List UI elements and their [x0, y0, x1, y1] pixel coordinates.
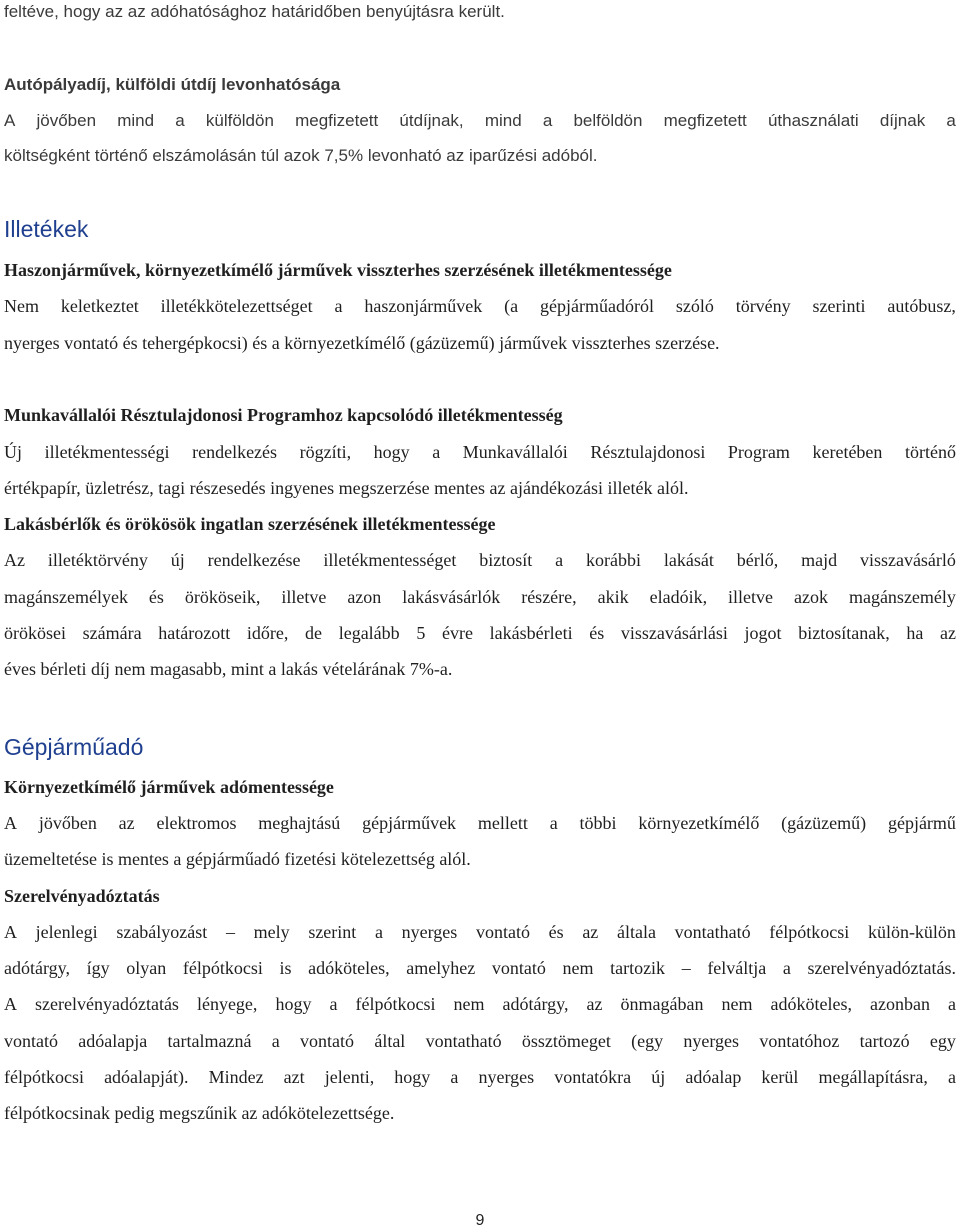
- illetekek-sub2-line-1: Új illetékmentességi rendelkezés rögzíti, hogy a Munkavállalói Résztulajdonosi Program keretében történő: [4, 442, 956, 462]
- gepjarmuado-heading: Gépjárműadó: [4, 734, 144, 760]
- gepjarmuado-sub2-line-4: vontató adóalapja tartalmazná a vontató által vontatható össztömeget (egy nyerges vontatóhoz tartozó egy: [4, 1031, 956, 1051]
- illetekek-sub1-heading: Haszonjárművek, környezetkímélő járművek visszterhes szerzésének illetékmentessége: [4, 260, 672, 280]
- gepjarmuado-sub2-heading: Szerelvényadóztatás: [4, 886, 160, 906]
- gepjarmuado-sub2-line-6: félpótkocsinak pedig megszűnik az adókötelezettsége.: [4, 1103, 395, 1123]
- autopalya-para-line-2: költségként történő elszámolásán túl azok 7,5% levonható az iparűzési adóból.: [4, 146, 598, 165]
- autopalya-para-line-1: A jövőben mind a külföldön megfizetett útdíjnak, mind a belföldön megfizetett úthasználati díjnak a: [4, 111, 956, 130]
- illetekek-sub2-line-2: értékpapír, üzletrész, tagi részesedés ingyenes megszerzése mentes az ajándékozási illeték alól.: [4, 478, 689, 498]
- illetekek-sub3-line-1: Az illetéktörvény új rendelkezése illetékmentességet biztosít a korábbi lakását bérlő, majd visszavásárló: [4, 550, 956, 570]
- gepjarmuado-sub2-line-1: A jelenlegi szabályozást – mely szerint a nyerges vontató és az általa vontatható félpótkocsi külön-külön: [4, 922, 956, 942]
- gepjarmuado-sub2-line-2: adótárgy, így olyan félpótkocsi is adóköteles, amelyhez vontató nem tartozik – felváltja a szerelvényadóztatás.: [4, 958, 956, 978]
- gepjarmuado-sub2-line-3: A szerelvényadóztatás lényege, hogy a félpótkocsi nem adótárgy, az önmagában nem adóköteles, azonban a: [4, 994, 956, 1014]
- autopalya-heading: Autópályadíj, külföldi útdíj levonhatósága: [4, 75, 341, 94]
- intro-text: feltéve, hogy az az adóhatósághoz határidőben benyújtásra került.: [4, 2, 505, 21]
- gepjarmuado-sub1-line-2: üzemeltetése is mentes a gépjárműadó fizetési kötelezettség alól.: [4, 849, 471, 869]
- gepjarmuado-sub1-heading: Környezetkímélő járművek adómentessége: [4, 777, 334, 797]
- gepjarmuado-sub1-line-1: A jövőben az elektromos meghajtású gépjárművek mellett a többi környezetkímélő (gázüzemű) gépjármű: [4, 813, 956, 833]
- illetekek-sub1-line-2: nyerges vontató és tehergépkocsi) és a környezetkímélő (gázüzemű) járművek visszterhes szerzése.: [4, 333, 720, 353]
- illetekek-sub3-line-2: magánszemélyek és örököseik, illetve azon lakásvásárlók részére, akik eladóik, illetve azok magánszemély: [4, 587, 956, 607]
- illetekek-sub3-line-4: éves bérleti díj nem magasabb, mint a lakás vételárának 7%-a.: [4, 659, 453, 679]
- gepjarmuado-sub2-line-5: félpótkocsi adóalapját). Mindez azt jelenti, hogy a nyerges vontatókra új adóalap kerül megállapításra, a: [4, 1067, 956, 1087]
- illetekek-sub3-line-3: örökösei számára határozott időre, de legalább 5 évre lakásbérleti és visszavásárlási jogot biztosítanak, ha az: [4, 623, 956, 643]
- illetekek-heading: Illetékek: [4, 216, 89, 242]
- illetekek-sub2-heading: Munkavállalói Résztulajdonosi Programhoz kapcsolódó illetékmentesség: [4, 405, 563, 425]
- illetekek-sub1-line-1: Nem keletkeztet illetékkötelezettséget a haszonjárművek (a gépjárműadóról szóló törvény szerinti autóbusz,: [4, 296, 956, 316]
- page-number: 9: [475, 1212, 485, 1229]
- illetekek-sub3-heading: Lakásbérlők és örökösök ingatlan szerzésének illetékmentessége: [4, 514, 496, 534]
